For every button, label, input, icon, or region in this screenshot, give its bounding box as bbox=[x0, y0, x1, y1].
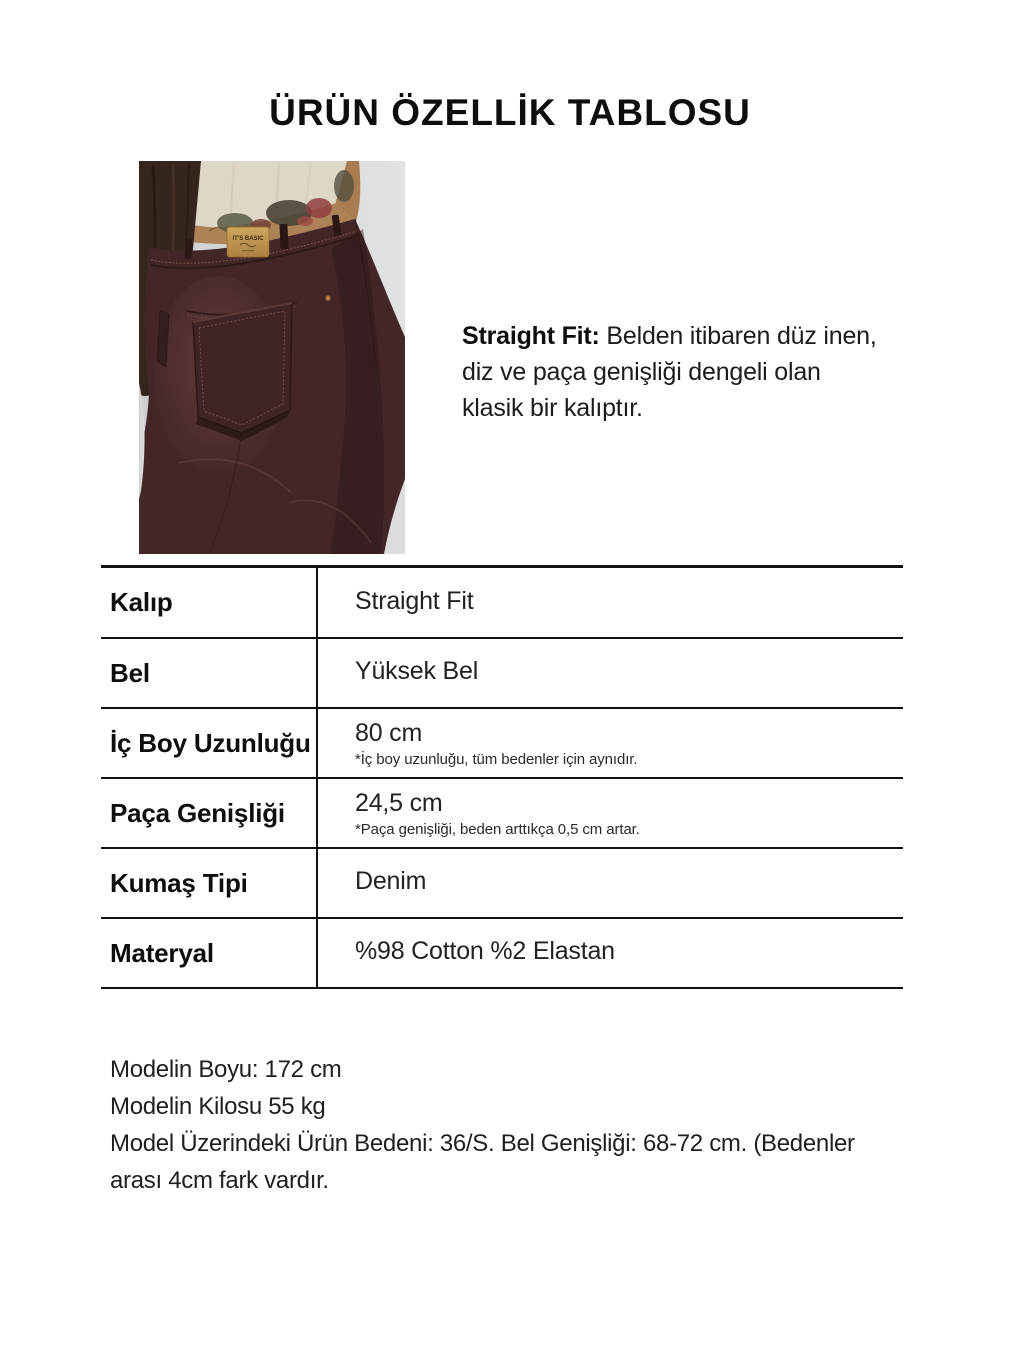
row-value: 80 cm bbox=[355, 718, 423, 747]
page-title: ÜRÜN ÖZELLİK TABLOSU bbox=[269, 92, 751, 133]
row-value: Denim bbox=[355, 867, 427, 895]
row-label: Materyal bbox=[101, 919, 318, 987]
row-label: Kalıp bbox=[101, 568, 318, 637]
table-row-kumas bbox=[101, 849, 903, 919]
spec-table bbox=[101, 565, 903, 989]
row-value: Yüksek Bel bbox=[355, 657, 479, 685]
model-weight: Modelin Kilosu 55 kg bbox=[110, 1093, 326, 1120]
fit-description-line: klasik bir kalıptır. bbox=[462, 394, 643, 422]
model-info bbox=[110, 1051, 855, 1199]
model-size-info-cont: arası 4cm fark vardır. bbox=[110, 1167, 329, 1194]
table-row-ic-boy bbox=[101, 709, 903, 779]
row-value: %98 Cotton %2 Elastan bbox=[355, 937, 615, 965]
row-value-cell bbox=[318, 849, 903, 917]
fit-description-line: diz ve paça genişliği dengeli olan bbox=[462, 358, 821, 386]
row-label: Paça Genişliği bbox=[101, 779, 318, 847]
row-label: İç Boy Uzunluğu bbox=[101, 709, 318, 777]
row-value-cell bbox=[318, 919, 903, 987]
row-value: 24,5 cm bbox=[355, 788, 443, 817]
row-value-cell bbox=[318, 639, 903, 707]
table-row-materyal bbox=[101, 919, 903, 989]
model-height: Modelin Boyu: 172 cm bbox=[110, 1056, 342, 1083]
row-note: *Paça genişliği, beden arttıkça 0,5 cm artar. bbox=[355, 820, 640, 838]
product-photo-illustration bbox=[139, 161, 405, 554]
jeans bbox=[139, 215, 405, 554]
table-row-paca bbox=[101, 779, 903, 849]
row-value-cell bbox=[318, 709, 903, 777]
table-row-kalip bbox=[101, 568, 903, 639]
row-value-cell bbox=[318, 779, 903, 847]
row-label: Kumaş Tipi bbox=[101, 849, 318, 917]
table-row-bel bbox=[101, 639, 903, 709]
row-note: *İç boy uzunluğu, tüm bedenler için aynıdır. bbox=[355, 750, 638, 768]
fit-name: Straight Fit: bbox=[462, 322, 600, 350]
row-value: Straight Fit bbox=[355, 586, 474, 615]
fit-description-line: Straight Fit: Belden itibaren düz inen, bbox=[462, 322, 877, 350]
fit-description bbox=[462, 318, 877, 426]
brand-patch bbox=[227, 227, 269, 257]
row-value-cell bbox=[318, 568, 903, 637]
model-size-info: Model Üzerindeki Ürün Bedeni: 36/S. Bel Genişliği: 68-72 cm. (Bedenler bbox=[110, 1130, 855, 1157]
row-label: Bel bbox=[101, 639, 318, 707]
product-photo bbox=[139, 161, 405, 554]
patch-label: IT'S BASIC bbox=[232, 236, 264, 242]
